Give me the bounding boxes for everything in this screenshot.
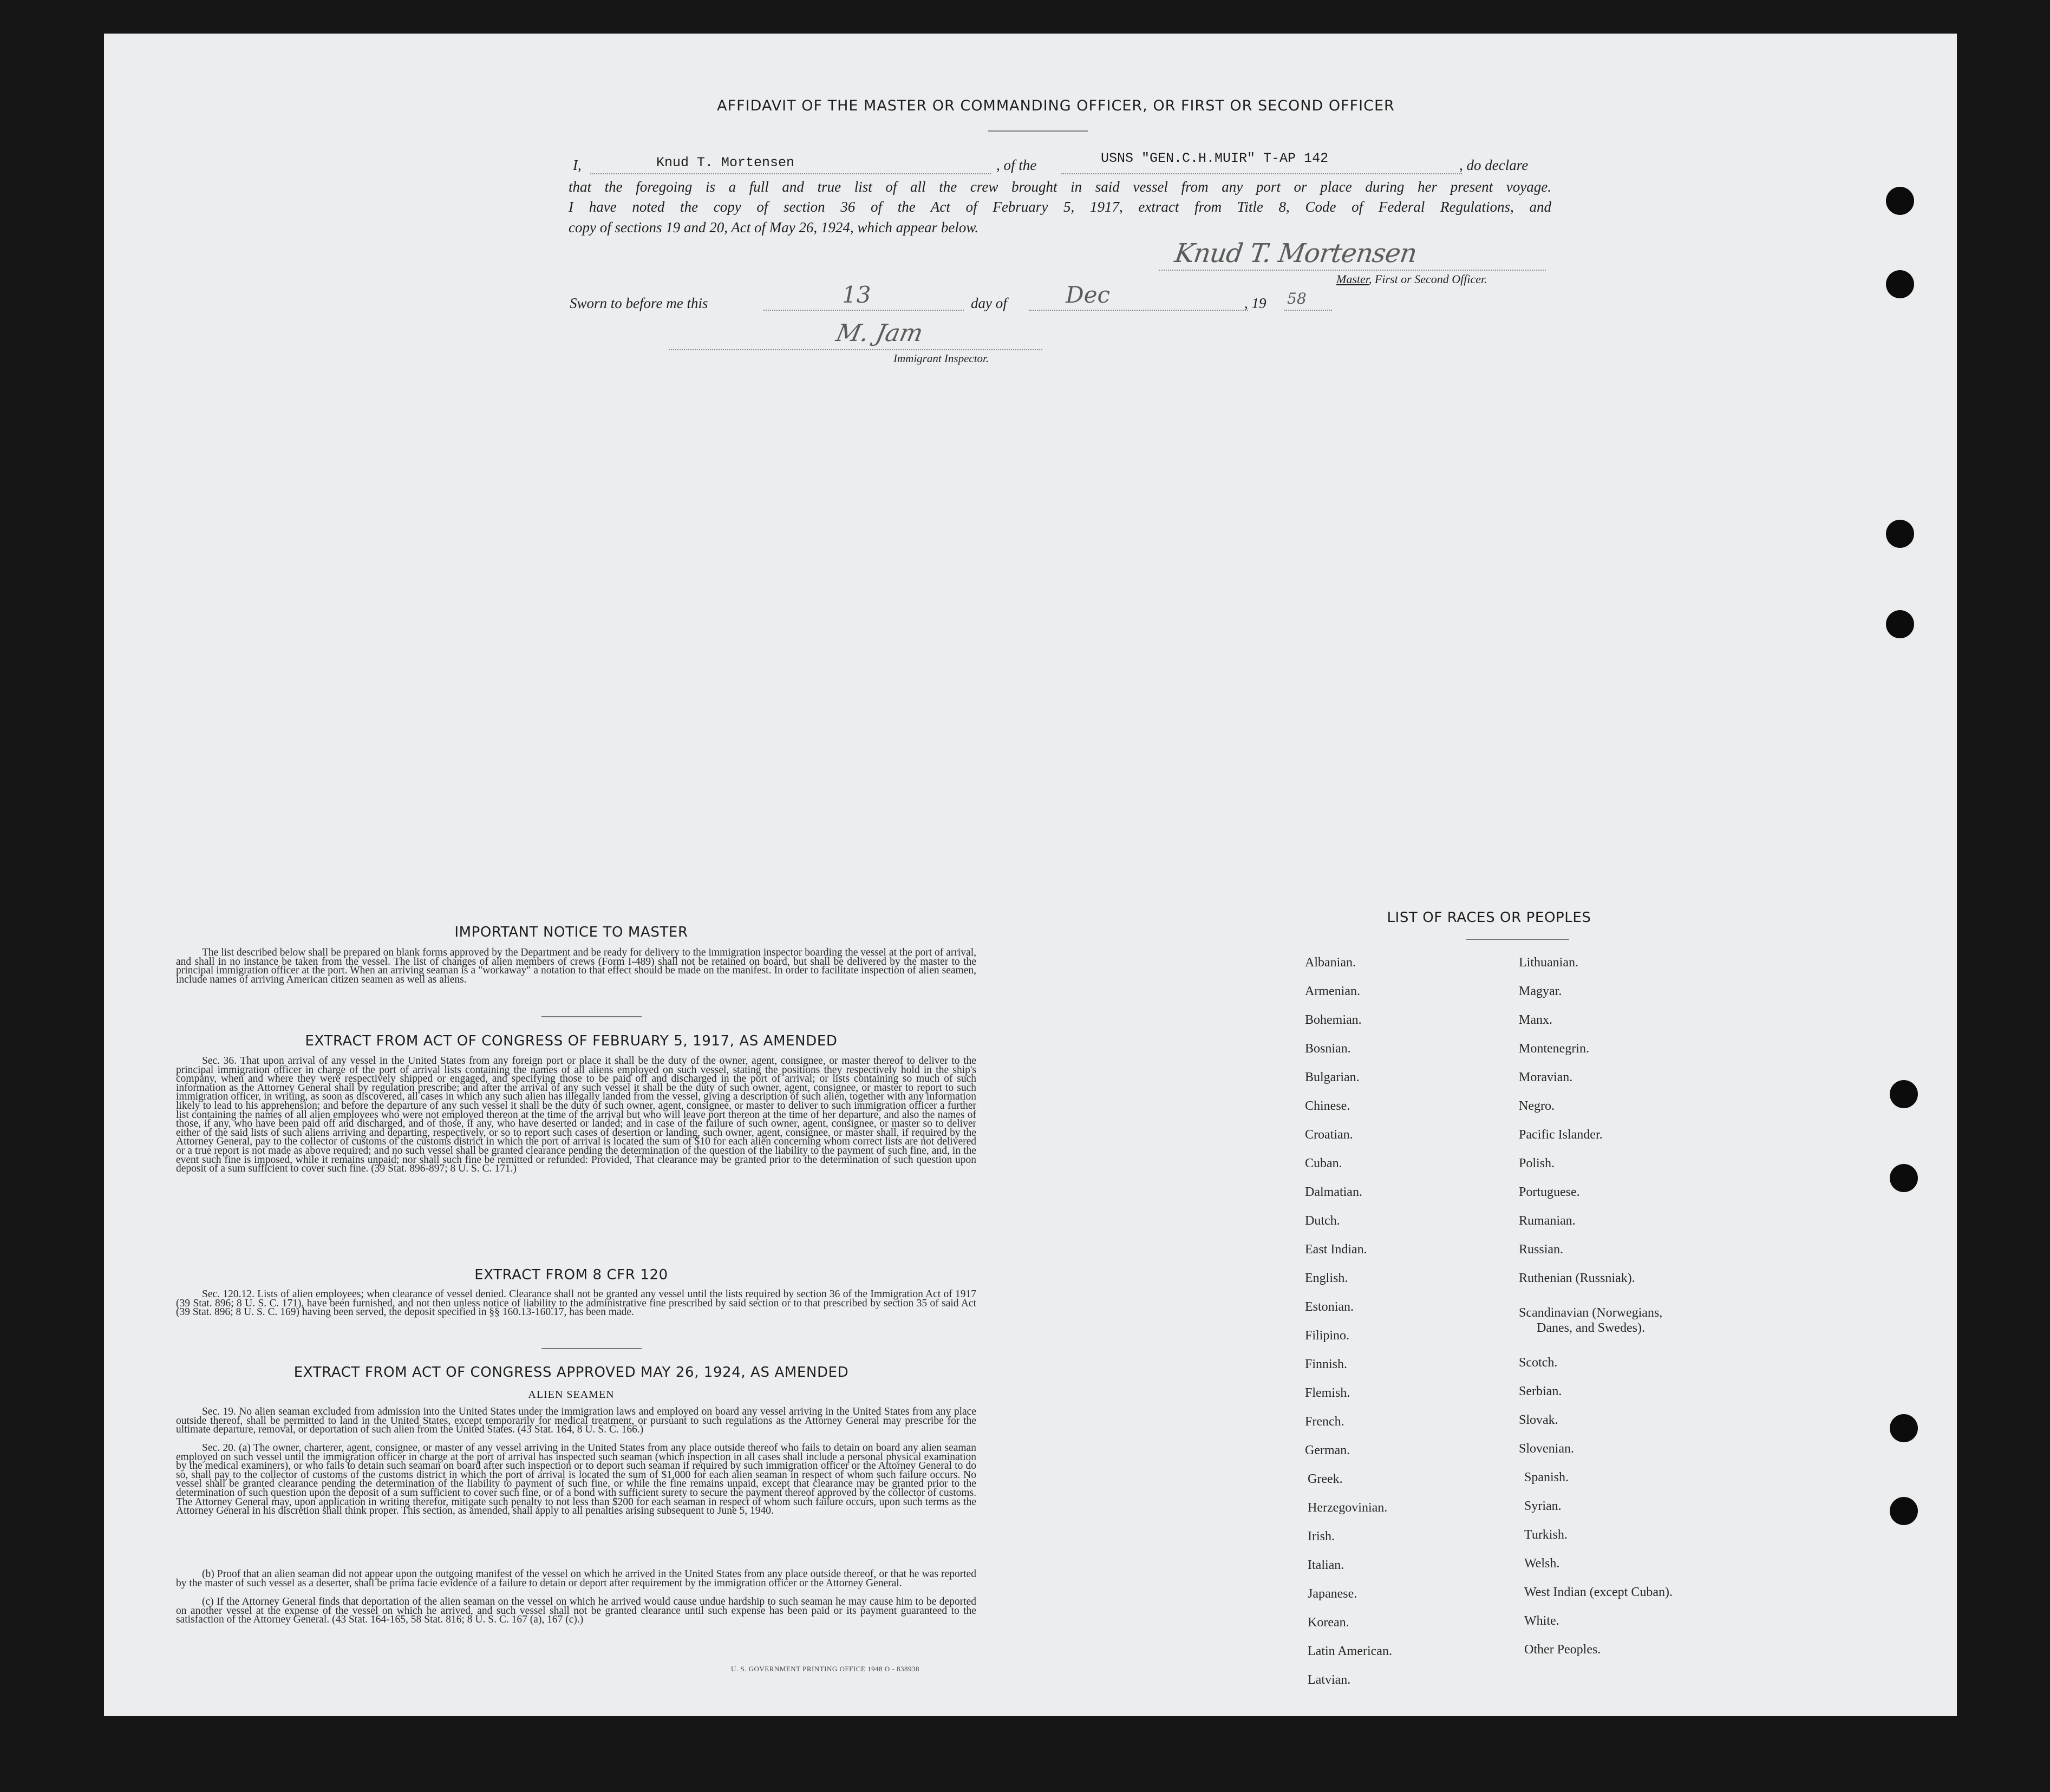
binder-hole <box>1886 520 1914 548</box>
race-item: Rumanian. <box>1519 1214 1576 1228</box>
race-item: Latin American. <box>1308 1644 1392 1658</box>
race-item: White. <box>1524 1614 1559 1628</box>
race-item: Portuguese. <box>1519 1185 1580 1199</box>
vessel-line <box>1061 173 1462 174</box>
sec20-text: Sec. 20. (a) The owner, charterer, agent, consignee, or master of any vessel arriving in the United States from any place outside thereof who fails to detain on board any alien seaman employed on such vessel until the immigration officer in charge at the port of arrival has inspected such seaman (which inspection in all cases shall include a personal physical examination by the medical examiners), or who fails to detain such seaman on board after such inspection or to deport such seaman if required by such immigration officer or the Attorney General to do so, shall pay to the collector of customs of the customs district in which the port of arrival is located the sum of $1,000 for each alien seaman in respect of whom such failure occurs. No vessel shall be granted clearance pending the determination of the liability to payment of such fine, or while the fine remains unpaid, except that clearance may be granted prior to the determination of such question upon the deposit of a sum sufficient to cover such fine, or of a bond with sufficient surety to secure the payment thereof approved by the collector of customs. The Attorney General may, upon application in writing therefor, mitigate such penalty to not less than $200 for each seaman in respect of whom such failure occurs, upon such terms as the Attorney General in his discretion shall think proper. This section, as amended, shall apply to all penalties arising subsequent to June 5, 1940. <box>176 1442 976 1517</box>
title-rule <box>988 130 1088 132</box>
binder-hole <box>1886 610 1914 638</box>
month-line <box>1029 310 1248 311</box>
affidavit-line-2: that the foregoing is a full and true list of all the crew brought in said vessel from any port or place during her present voyage. <box>569 179 1551 195</box>
race-item: Finnish. <box>1305 1357 1348 1371</box>
race-item: Herzegovinian. <box>1308 1501 1388 1515</box>
race-item: Slovenian. <box>1519 1442 1574 1456</box>
race-item: Latvian. <box>1308 1673 1351 1687</box>
race-item: Irish. <box>1308 1529 1335 1544</box>
extract-1917-heading: EXTRACT FROM ACT OF CONGRESS OF FEBRUARY 5, 1917, AS AMENDED <box>305 1033 838 1049</box>
race-item: Pacific Islander. <box>1519 1128 1603 1142</box>
race-item: Chinese. <box>1305 1099 1350 1113</box>
race-item: Flemish. <box>1305 1386 1350 1400</box>
race-item: Estonian. <box>1305 1300 1354 1314</box>
printer-imprint: U. S. GOVERNMENT PRINTING OFFICE 1948 O - 838938 <box>731 1665 920 1673</box>
race-item: Albanian. <box>1305 956 1356 970</box>
race-item: French. <box>1305 1415 1344 1429</box>
name-line <box>590 173 991 174</box>
race-item: East Indian. <box>1305 1242 1367 1257</box>
race-item: German. <box>1305 1443 1350 1457</box>
binder-hole <box>1886 270 1914 298</box>
race-item: Negro. <box>1519 1099 1555 1113</box>
of-the-text: , of the <box>996 157 1037 173</box>
year-prefix: , 19 <box>1244 295 1266 311</box>
alien-seamen-subheading: ALIEN SEAMEN <box>528 1389 615 1401</box>
race-item: Manx. <box>1519 1013 1552 1027</box>
inspector-caption: Immigrant Inspector. <box>893 352 989 365</box>
race-item: Danes, and Swedes). <box>1537 1321 1645 1335</box>
binder-hole <box>1890 1497 1918 1525</box>
extract-1917-text: Sec. 36. That upon arrival of any vessel in the United States from any foreign port or place it shall be the duty of the owner, agent, consignee, or master thereof to deliver to the principal immigration officer in charge of the port of arrival lists containing the names of all aliens employed on such vessel, stating the positions they respectively hold in the ship's company, when and where they were respectively shipped or engaged, and specifying those to be paid off and discharged in the port of arrival; or lists containing so much of such information as the Attorney General shall by regulation prescribe; and after the arrival of any such vessel it shall be the duty of such owner, agent, consignee, or master to report to such immigration officer, in writing, as soon as discovered, all cases in which any such alien has illegally landed from the vessel, giving a description of such alien, together with any information likely to lead to his apprehension; and before the departure of any such vessel it shall be the duty of such owner, agent, consignee, or master to deliver to such immigration officer a further list containing the names of all alien employees who were not employed thereon at the time of the arrival but who will leave port thereon at the time of her departure, and also the names of those, if any, who have been paid off and discharged, and of those, if any, who have deserted or landed; and in case of the failure of such owner, agent, consignee, or master so to deliver either of the said lists of such aliens arriving and departing, respectively, or so to report such cases of desertion or landing, such owner, agent, consignee, or master shall, if required by the Attorney General, pay to the collector of customs of the customs district in which the port of arrival is located the sum of $10 for each alien concerning whom correct lists are not delivered or a true report is not made as above required; and no such vessel shall be granted clearance pending the determination of the question of the liability to the payment of such fine, and, in the event such fine is imposed, while it remains unpaid; nor shall such fine be remitted or refunded: Provided, That clearance may be granted prior to the determination of such question upon deposit of a sum sufficient to cover such fine. (39 Stat. 896-897; 8 U. S. C. 171.) <box>176 1055 976 1175</box>
vessel-name: USNS "GEN.C.H.MUIR" T-AP 142 <box>1101 151 1329 166</box>
master-caption-underlined: Master <box>1336 272 1369 286</box>
race-item: Slovak. <box>1519 1413 1558 1427</box>
notice-heading: IMPORTANT NOTICE TO MASTER <box>454 924 688 940</box>
race-item: Dutch. <box>1305 1214 1340 1228</box>
year-line <box>1284 310 1332 311</box>
race-item: Greek. <box>1308 1472 1343 1486</box>
race-item: Ruthenian (Russniak). <box>1519 1271 1635 1285</box>
race-item: Turkish. <box>1524 1528 1568 1542</box>
race-item: Serbian. <box>1519 1384 1562 1398</box>
race-item: Lithuanian. <box>1519 956 1578 970</box>
race-item: Italian. <box>1308 1558 1344 1572</box>
race-item: West Indian (except Cuban). <box>1524 1585 1673 1599</box>
race-item: Scotch. <box>1519 1356 1558 1370</box>
race-item: Montenegrin. <box>1519 1042 1589 1056</box>
binder-hole <box>1886 187 1914 215</box>
race-item: Other Peoples. <box>1524 1643 1601 1657</box>
binder-hole <box>1890 1164 1918 1192</box>
notice-rule <box>541 1016 642 1017</box>
master-caption-rest: , First or Second Officer. <box>1368 272 1487 286</box>
race-item: Welsh. <box>1524 1556 1560 1571</box>
race-item: Moravian. <box>1519 1070 1573 1084</box>
sworn-day: 13 <box>842 282 871 308</box>
sec19-text: Sec. 19. No alien seaman excluded from admission into the United States under the immigration laws and employed on board any vessel arriving in the United States from any place outside thereof, shall be permitted to land in the United States, except temporarily for medical treatment, or pursuant to such regulations as the Attorney General may prescribe for the ultimate departure, removal, or deportation of such alien from the United States. (43 Stat. 164, 8 U. S. C. 166.) <box>176 1406 976 1436</box>
race-item: Russian. <box>1519 1242 1564 1257</box>
day-line <box>763 310 964 311</box>
extract-1924-heading: EXTRACT FROM ACT OF CONGRESS APPROVED MAY 26, 1924, AS AMENDED <box>293 1364 849 1381</box>
race-item: Spanish. <box>1524 1470 1569 1484</box>
signature-line <box>1159 270 1546 271</box>
race-item: Dalmatian. <box>1305 1185 1362 1199</box>
race-item: Filipino. <box>1305 1329 1350 1343</box>
race-item: Croatian. <box>1305 1128 1353 1142</box>
affidavit-line-4: copy of sections 19 and 20, Act of May 26, 1924, which appear below. <box>569 219 979 236</box>
master-caption <box>1336 272 1487 286</box>
master-name: Knud T. Mortensen <box>656 155 795 171</box>
notice-text: The list described below shall be prepared on blank forms approved by the Department and be ready for delivery to the immigration inspector boarding the vessel at the port of arrival, and shall in no instance be taken from the vessel. The list of changes of alien members of crews (Form I-489) shall not be retained on board, but shall be delivered by the master to the principal immigration officer at the port. When an arriving seaman is a "workaway" a notation to that effect should be made on the manifest. In order to facilitate inspection of alien seamen, include names of arriving American citizen seamen as well as aliens. <box>176 947 976 985</box>
day-of-text: day of <box>971 295 1007 311</box>
race-item: Syrian. <box>1524 1499 1562 1513</box>
inspector-line <box>669 349 1042 350</box>
race-item: Polish. <box>1519 1156 1555 1170</box>
race-item: Magyar. <box>1519 984 1562 998</box>
inspector-signature: M. Jam <box>833 319 926 347</box>
races-rule <box>1466 939 1569 940</box>
sworn-month: Dec <box>1066 282 1111 308</box>
race-item: Bosnian. <box>1305 1042 1351 1056</box>
race-item: Armenian. <box>1305 984 1360 998</box>
race-item: Bohemian. <box>1305 1013 1362 1027</box>
sworn-prefix: Sworn to before me this <box>570 295 708 311</box>
race-item: Korean. <box>1308 1616 1349 1630</box>
races-heading: LIST OF RACES OR PEOPLES <box>1387 910 1591 926</box>
binder-hole <box>1890 1414 1918 1442</box>
cfr-rule <box>541 1348 642 1349</box>
binder-hole <box>1890 1080 1918 1108</box>
race-item: Cuban. <box>1305 1156 1342 1170</box>
do-declare-text: , do declare <box>1459 157 1529 173</box>
year-suffix: 58 <box>1287 290 1307 308</box>
extract-8cfr-text: Sec. 120.12. Lists of alien employees; when clearance of vessel denied. Clearance shall not be granted any vessel until the lists required by section 36 of the Immigration Act of 1917 (39 Stat. 896; 8 U. S. C. 171), have been furnished, and not then unless notice of liability to the administrative fine prescribed by said section or to that prescribed by section 35 of said Act (39 Stat. 896; 8 U. S. C. 169) having been served, the deposit specified in §§ 160.13-160.17, has been made. <box>176 1289 976 1318</box>
race-item: Scandinavian (Norwegians, <box>1519 1306 1663 1320</box>
race-item: Bulgarian. <box>1305 1070 1360 1084</box>
affidavit-pronoun: I, <box>573 157 582 173</box>
race-item: Japanese. <box>1308 1587 1357 1601</box>
master-signature: Knud T. Mortensen <box>1173 238 1419 269</box>
sec20b-text: (b) Proof that an alien seaman did not appear upon the outgoing manifest of the vessel on which he arrived in the United States from any place outside thereof, or that he was reported by the master of such vessel as a deserter, shall be prima facie evidence of a failure to detain or deport after requirement by the immigration officer or the Attorney General. <box>176 1568 976 1589</box>
extract-8cfr-heading: EXTRACT FROM 8 CFR 120 <box>474 1267 668 1283</box>
affidavit-title: AFFIDAVIT OF THE MASTER OR COMMANDING OFFICER, OR FIRST OR SECOND OFFICER <box>717 97 1395 114</box>
sec20c-text: (c) If the Attorney General finds that deportation of the alien seaman on the vessel on which he arrived would cause undue hardship to such seaman he may cause him to be deported on another vessel at the expense of the vessel on which he arrived, and such vessel shall not be granted clearance until such expense has been paid or its payment guaranteed to the satisfaction of the Attorney General. (43 Stat. 164-165, 58 Stat. 816; 8 U. S. C. 167 (a), 167 (c).) <box>176 1596 976 1626</box>
race-item: English. <box>1305 1271 1348 1285</box>
affidavit-line-3: I have noted the copy of section 36 of the Act of February 5, 1917, extract from Title 8, Code of Federal Regulations, and <box>569 199 1551 215</box>
